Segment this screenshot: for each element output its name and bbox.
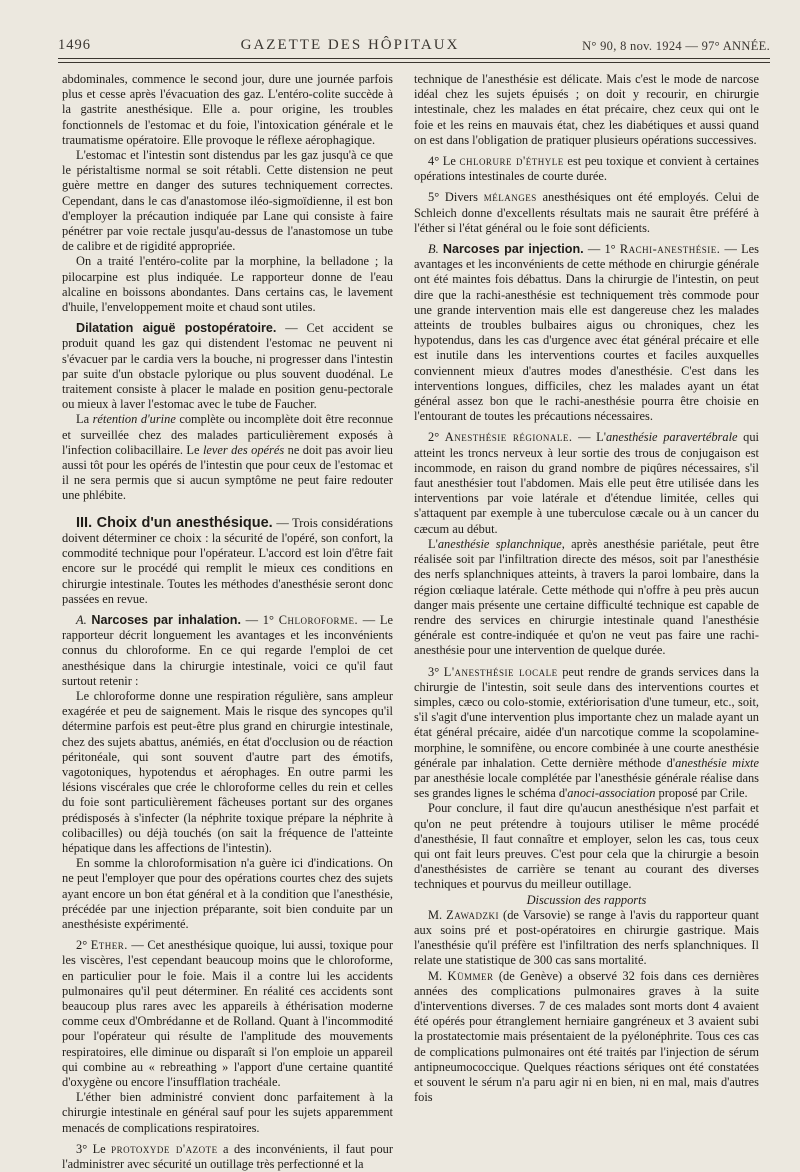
left-column (62, 72, 393, 1172)
subsection-heading: Narcoses par inhalation. (91, 612, 241, 627)
header-rule-thin (58, 62, 770, 63)
paragraph: L'anesthésie splanchnique, après anesthésie pariétale, peut être réalisée soit par l'infiltration directe des mésos, soit par l'anesthésie des nerfs splanchniques atteints, à travers la paroi lombaire, dans la région cœliaque latérale. Cette méthode qui n'offre à peu près aucun danger mais présente une certaine difficulté technique est capable de rendre des services en chirurgie intestinale quand l'anesthésie générale est contre-indiquée et qu'on ne veut pas faire une rachi-anesthésie pour une intervention de quelque durée. (414, 536, 759, 658)
journal-title: GAZETTE DES HÔPITAUX (240, 37, 460, 53)
paragraph: technique de l'anesthésie est délicate. Mais c'est le mode de narcose idéal chez les sujets épuisés ; on doit y recourir, en chirurgie intestinale, chez les malades en état précaire, chez ceux qui ont le foie et les reins en mauvais état, chez les diabétiques et aussi quand on est dans l'obligation de pratiquer plusieurs opérations successives. (414, 72, 759, 147)
paragraph: La rétention d'urine complète ou incomplète doit être reconnue et surveillée chez des malades particulièrement exposés à l'infection colibacillaire. Le lever des opérés ne doit pas avoir lieu aussi tôt pour les opérés de l'intestin que pour ceux de l'estomac et il ne sera permis que si aucun symptôme ne peut faire redouter une phlébite. (62, 412, 393, 503)
paragraph: On a traité l'entéro-colite par la morphine, la belladone ; la pilocarpine est plus indiquée. Le rapporteur donne de l'eau alcaline en boissons abondantes. Dans certains cas, le lavement d'huile, l'enveloppement moite et chaud sont utiles. (62, 254, 393, 315)
paragraph: abdominales, commence le second jour, dure une journée parfois plus et cesse après l'évacuation des gaz. L'entéro-colite succède à la gastrite anesthésique. Elle a. pour origine, les troubles fonctionnels de l'estomac et du foie, l'intoxication générale et le traumatisme opératoire. Elle provoque le réflexe aérophagique. (62, 72, 393, 147)
issue-info: N° 90, 8 nov. 1924 — 97° ANNÉE. (582, 39, 770, 53)
paragraph: B. Narcoses par injection. — 1° Rachi-anesthésie. — Les avantages et les inconvénients de cette méthode en chirurgie générale ont été maintes fois débattus. Dans la chirurgie de l'intestin, on peut dire que la rachi-anesthésie est techniquement très commode pour une grande intervention mais elle est dangereuse chez les malades atteints de troubles bulbaires aigus ou chroniques, chez les hypotendus, dans les cas d'urgence avec état général précaire et elle est inutile dans les interventions courtes et faciles auxquelles conviennent mieux d'autres modes d'anesthésie. C'est dans les interventions longues, difficiles, chez les malades ayant un état général assez bon que le rachi-anesthésie pourra être choisie en l'entourant de toutes les précautions nécessaires. (414, 242, 759, 424)
paragraph: 5° Divers mélanges anesthésiques ont été employés. Celui de Schleich donne d'excellents résultats mais ne saurait être préféré à l'éther si l'état général ou le foie sont déficients. (414, 190, 759, 235)
subsection-heading: Dilatation aiguë postopératoire. (76, 321, 277, 336)
section-heading: III. Choix d'un anesthésique. (76, 514, 273, 531)
discussion-heading: Discussion des rapports (526, 892, 647, 907)
paragraph: Le chloroforme donne une respiration régulière, sans ampleur exagérée et peu de saignement. Mais le risque des syncopes qu'il détermine parfois est peut-être plus grand en chirurgie intestinale, chez des sujets abattus, anémiés, en état d'occlusion ou de réaction péritonéale, qui sont souvent d'autre part des émotifs, vagotoniques, hypotendus et aérophages. En outre parmi les lésions viscérales que crée le chloroforme celles du rein et celles du foie sont particulièrement fâcheuses portant sur des organes prédisposés à s'infecter (la néphrite toxique prépare la néphrite à colibacilles) ou déjà touchés (on sait la fréquence de l'atteinte hépatique dans les affections de l'intestin). (62, 688, 393, 855)
paragraph: 2° Anesthésie régionale. — L'anesthésie paravertébrale qui atteint les troncs nerveux à leur sortie des trous de conjugaison est incommode, en raison du grand nombre de piqûres nécessaires, s'il faut anesthésier tout l'abdomen. Mais elle peut être utilisée dans les interventions par voie latérale et d'étendue limitée, celles qui s'attaquent par exemple à une tuberculose cæcale ou à un cancer du cæcum au début. (414, 430, 759, 536)
paragraph: 3° Le protoxyde d'azote a des inconvénients, il faut pour l'administrer avec sécurité un outillage très perfectionné et la (62, 1141, 393, 1172)
subsection-heading: Narcoses par injection. (442, 242, 584, 257)
paragraph: L'estomac et l'intestin sont distendus par les gaz jusqu'à ce que le péristaltisme normal se soit rétabli. Cette distension ne peut guère mettre en danger des sutures techniquement correctes. Cependant, dans le cas d'anastomose iléo-sigmoïdienne, il est bon d'employer la précaution indiquée par Lane qui consiste à faire pénétrer par voie rectale jusqu'au-dessus de l'anastomose un tube de calibre et de rigidité appropriée. (62, 148, 393, 254)
paragraph: M. Zawadzki (de Varsovie) se range à l'avis du rapporteur quant aux soins pré et post-opératoires en chirurgie gastrique. Mais l'anesthésie qu'il préfère est l'infiltration des nerfs splanchniques. Il relate une statistique de 300 cas sans mortalité. (414, 907, 759, 968)
right-column (414, 72, 759, 1105)
page-number: 1496 (58, 37, 91, 53)
paragraph: 3° L'anesthésie locale peut rendre de grands services dans la chirurgie de l'intestin, soit seule dans des interventions courtes et simples, cæco ou colo-stomie, extériorisation d'une tumeur, etc., soit, s'il s'agit d'une intervention plus importante chez un malade ayant un état général précaire, aidée d'un narcotique comme la scopolamine-morphine, le somnifène, ou encore combinée à une courte anesthésie générale par inhalation. Cette dernière méthode d'anesthésie mixte par anesthésie locale complétée par l'anesthésie générale réalise dans ses grandes lignes le schéma d'anoci-association proposé par Crile. (414, 664, 760, 801)
paragraph: L'éther bien administré convient donc parfaitement à la chirurgie intestinale en général sauf pour les sujets apparemment menacés de complications respiratoires. (62, 1090, 393, 1135)
header-rule (58, 58, 770, 59)
paragraph: M. Kümmer (de Genève) a observé 32 fois dans ces dernières années des complications pulmonaires graves à la suite d'interventions diverses. 7 de ces malades sont morts dont 4 avaient été opérés pour étranglement herniaire gangréneux et 3 avaient subi la prostatectomie mais présentaient de la pyélonéphrite. Tous ces cas de complications pulmonaires ont été traités par l'injection de sérum antipneumococcique. Quelques réactions sériques ont été constatées et souvent le sérum n'a paru agir ni en bien, ni en mal, mais d'autres fois (414, 968, 759, 1105)
paragraph: A. Narcoses par inhalation. — 1° Chloroforme. — Le rapporteur décrit longuement les avantages et les inconvénients connus du chloroforme. En ce qui regarde l'emploi de cet anesthésique dans la chirurgie intestinale, voici ce qu'il faut surtout retenir : (62, 612, 393, 688)
paragraph: En somme la chloroformisation n'a guère ici d'indications. On ne peut l'employer que pour des opérations courtes chez des sujets ayant encore un bon état général et à la condition que l'anesthésie, précédée par une injection préparante, soit bien conduite par un anesthésiste expérimenté. (62, 856, 393, 931)
running-header (58, 28, 770, 54)
paragraph: Pour conclure, il faut dire qu'aucun anesthésique n'est parfait et qu'on ne peut prétendre à toujours utiliser le même procédé d'anesthésie, Il faut connaître et employer, selon les cas, tous ceux qui ont fait leurs preuves. C'est pour cela que la chirurgie a besoin d'anesthésistes de carrière se tenant au courant des diverses techniques et pourvus du meilleur outillage. (414, 801, 759, 892)
paragraph: 2° Ether. — Cet anesthésique quoique, lui aussi, toxique pour les viscères, l'est cependant beaucoup moins que le chloroforme, en particulier pour le foie. Mais il a contre lui les accidents pulmonaires qu'il peut déterminer. En réalité ces accidents sont beaucoup plus rares avec les appareils à éthérisation moderne comme ceux d'Ombrédanne et de Rolland. Quant à l'incommodité pour l'opérateur qui résulte de l'amplitude des mouvements respiratoires, elle diminue ou disparaît si l'on emploie un appareil qui combine au « rebreathing » l'apport d'une certaine quantité d'oxygène ou encore l'insufflation trachéale. (62, 938, 393, 1089)
paragraph: III. Choix d'un anesthésique. — Trois considérations doivent déterminer ce choix : la sécurité de l'opéré, son confort, la commodité technique pour l'opérateur. L'accord est loin d'être fait encore sur le procédé qui remplit le mieux ces conditions en chirurgie intestinale. Toutes les méthodes d'anesthésie seront donc passées en revue. (62, 514, 393, 606)
paragraph: 4° Le chlorure d'éthyle est peu toxique et convient à certaines opérations intestinales de courte durée. (414, 154, 759, 184)
paragraph: Dilatation aiguë postopératoire. — Cet accident se produit quand les gaz qui distendent l'estomac ne peuvent ni s'évacuer par le cardia vers la bouche, ni progresser dans l'intestin par suite d'un obstacle pylorique ou plus souvent duodénal. Le traitement consiste à placer le malade en position genu-pectorale ou mieux à laver l'estomac avec le tube de Faucher. (62, 321, 393, 412)
